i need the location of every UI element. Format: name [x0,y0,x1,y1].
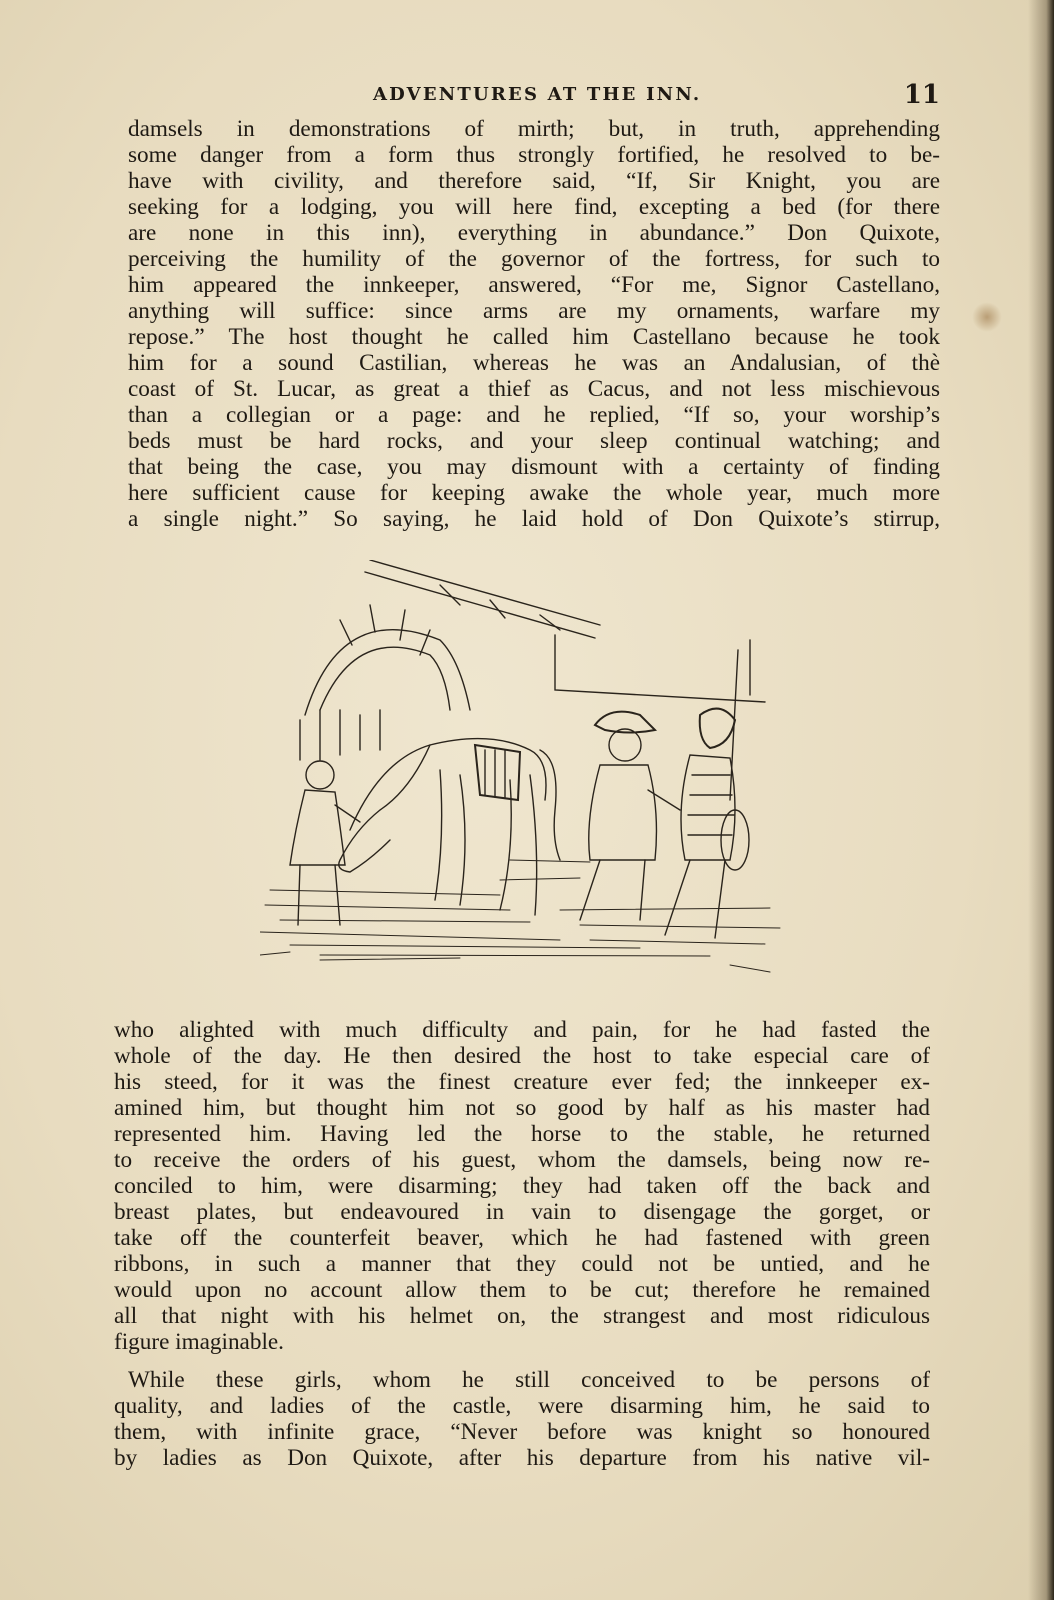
archway [300,605,470,760]
text-line: quality, and ladies of the castle, were disarming him, he said to [114,1393,930,1419]
paragraph-middle [114,1017,930,1355]
sign-beam [365,560,765,702]
knight-figure [665,650,749,938]
text-line: him appeared the innkeeper, answered, “For me, Signor Castellano, [128,272,940,298]
text-line: coast of St. Lucar, as great a thief as Cacus, and not less mischievous [128,376,940,402]
text-line: that being the case, you may dismount with a certainty of finding [128,454,940,480]
text-line: them, with infinite grace, “Never before was knight so honoured [114,1419,930,1445]
text-line: him for a sound Castilian, whereas he was an Andalusian, of thè [128,350,940,376]
text-line: have with civility, and therefore said, “If, Sir Knight, you are [128,168,940,194]
text-line: figure imaginable. [114,1329,284,1355]
innkeeper-figure [580,712,680,920]
text-line: some danger from a form thus strongly fortified, he resolved to be- [128,142,940,168]
text-line: a single night.” So saying, he laid hold of Don Quixote’s stirrup, [128,506,940,532]
text-line: While these girls, whom he still conceived to be persons of [128,1367,930,1393]
text-line: conciled to him, were disarming; they had taken off the back and [114,1173,930,1199]
text-line: beds must be hard rocks, and your sleep continual watching; and [128,428,940,454]
text-line: are none in this inn), everything in abundance.” Don Quixote, [128,220,940,246]
text-line: represented him. Having led the horse to the stable, he returned [114,1121,930,1147]
text-line: all that night with his helmet on, the strangest and most ridiculous [114,1303,930,1329]
text-line: by ladies as Don Quixote, after his departure from his native vil- [114,1445,930,1471]
text-line: perceiving the humility of the governor of the fortress, for such to [128,246,940,272]
horse-figure [339,739,560,915]
text-line: repose.” The host thought he called him Castellano because he took [128,324,940,350]
text-line: to receive the orders of his guest, whom the damsels, being now re- [114,1147,930,1173]
text-line: who alighted with much difficulty and pain, for he had fasted the [114,1017,930,1043]
text-line: ribbons, in such a manner that they could not be untied, and he [114,1251,930,1277]
paper-stain [972,302,1002,332]
text-line: take off the counterfeit beaver, which he had fastened with green [114,1225,930,1251]
text-line: damsels in demonstrations of mirth; but, in truth, apprehending [128,116,940,142]
text-line: seeking for a lodging, you will here find, excepting a bed (for there [128,194,940,220]
text-line: anything will suffice: since arms are my ornaments, warfare my [128,298,940,324]
text-line: than a collegian or a page: and he replied, “If so, your worship’s [128,402,940,428]
page-number: 11 [903,80,940,110]
text-line: breast plates, but endeavoured in vain to disengage the gorget, or [114,1199,930,1225]
text-line: whole of the day. He then desired the host to take especial care of [114,1043,930,1069]
text-line: his steed, for it was the finest creature ever fed; the innkeeper ex- [114,1069,930,1095]
engraving-illustration [260,560,790,1000]
paragraph-end [114,1367,930,1471]
page-edge-shadow [1028,0,1054,1600]
running-head [128,80,940,114]
text-line: here sufficient cause for keeping awake the whole year, much more [128,480,940,506]
running-title: ADVENTURES AT THE INN. [373,84,702,105]
text-line: amined him, but thought him not so good by half as his master had [114,1095,930,1121]
text-line: would upon no account allow them to be cut; therefore he remained [114,1277,930,1303]
paragraph-top [128,116,940,532]
